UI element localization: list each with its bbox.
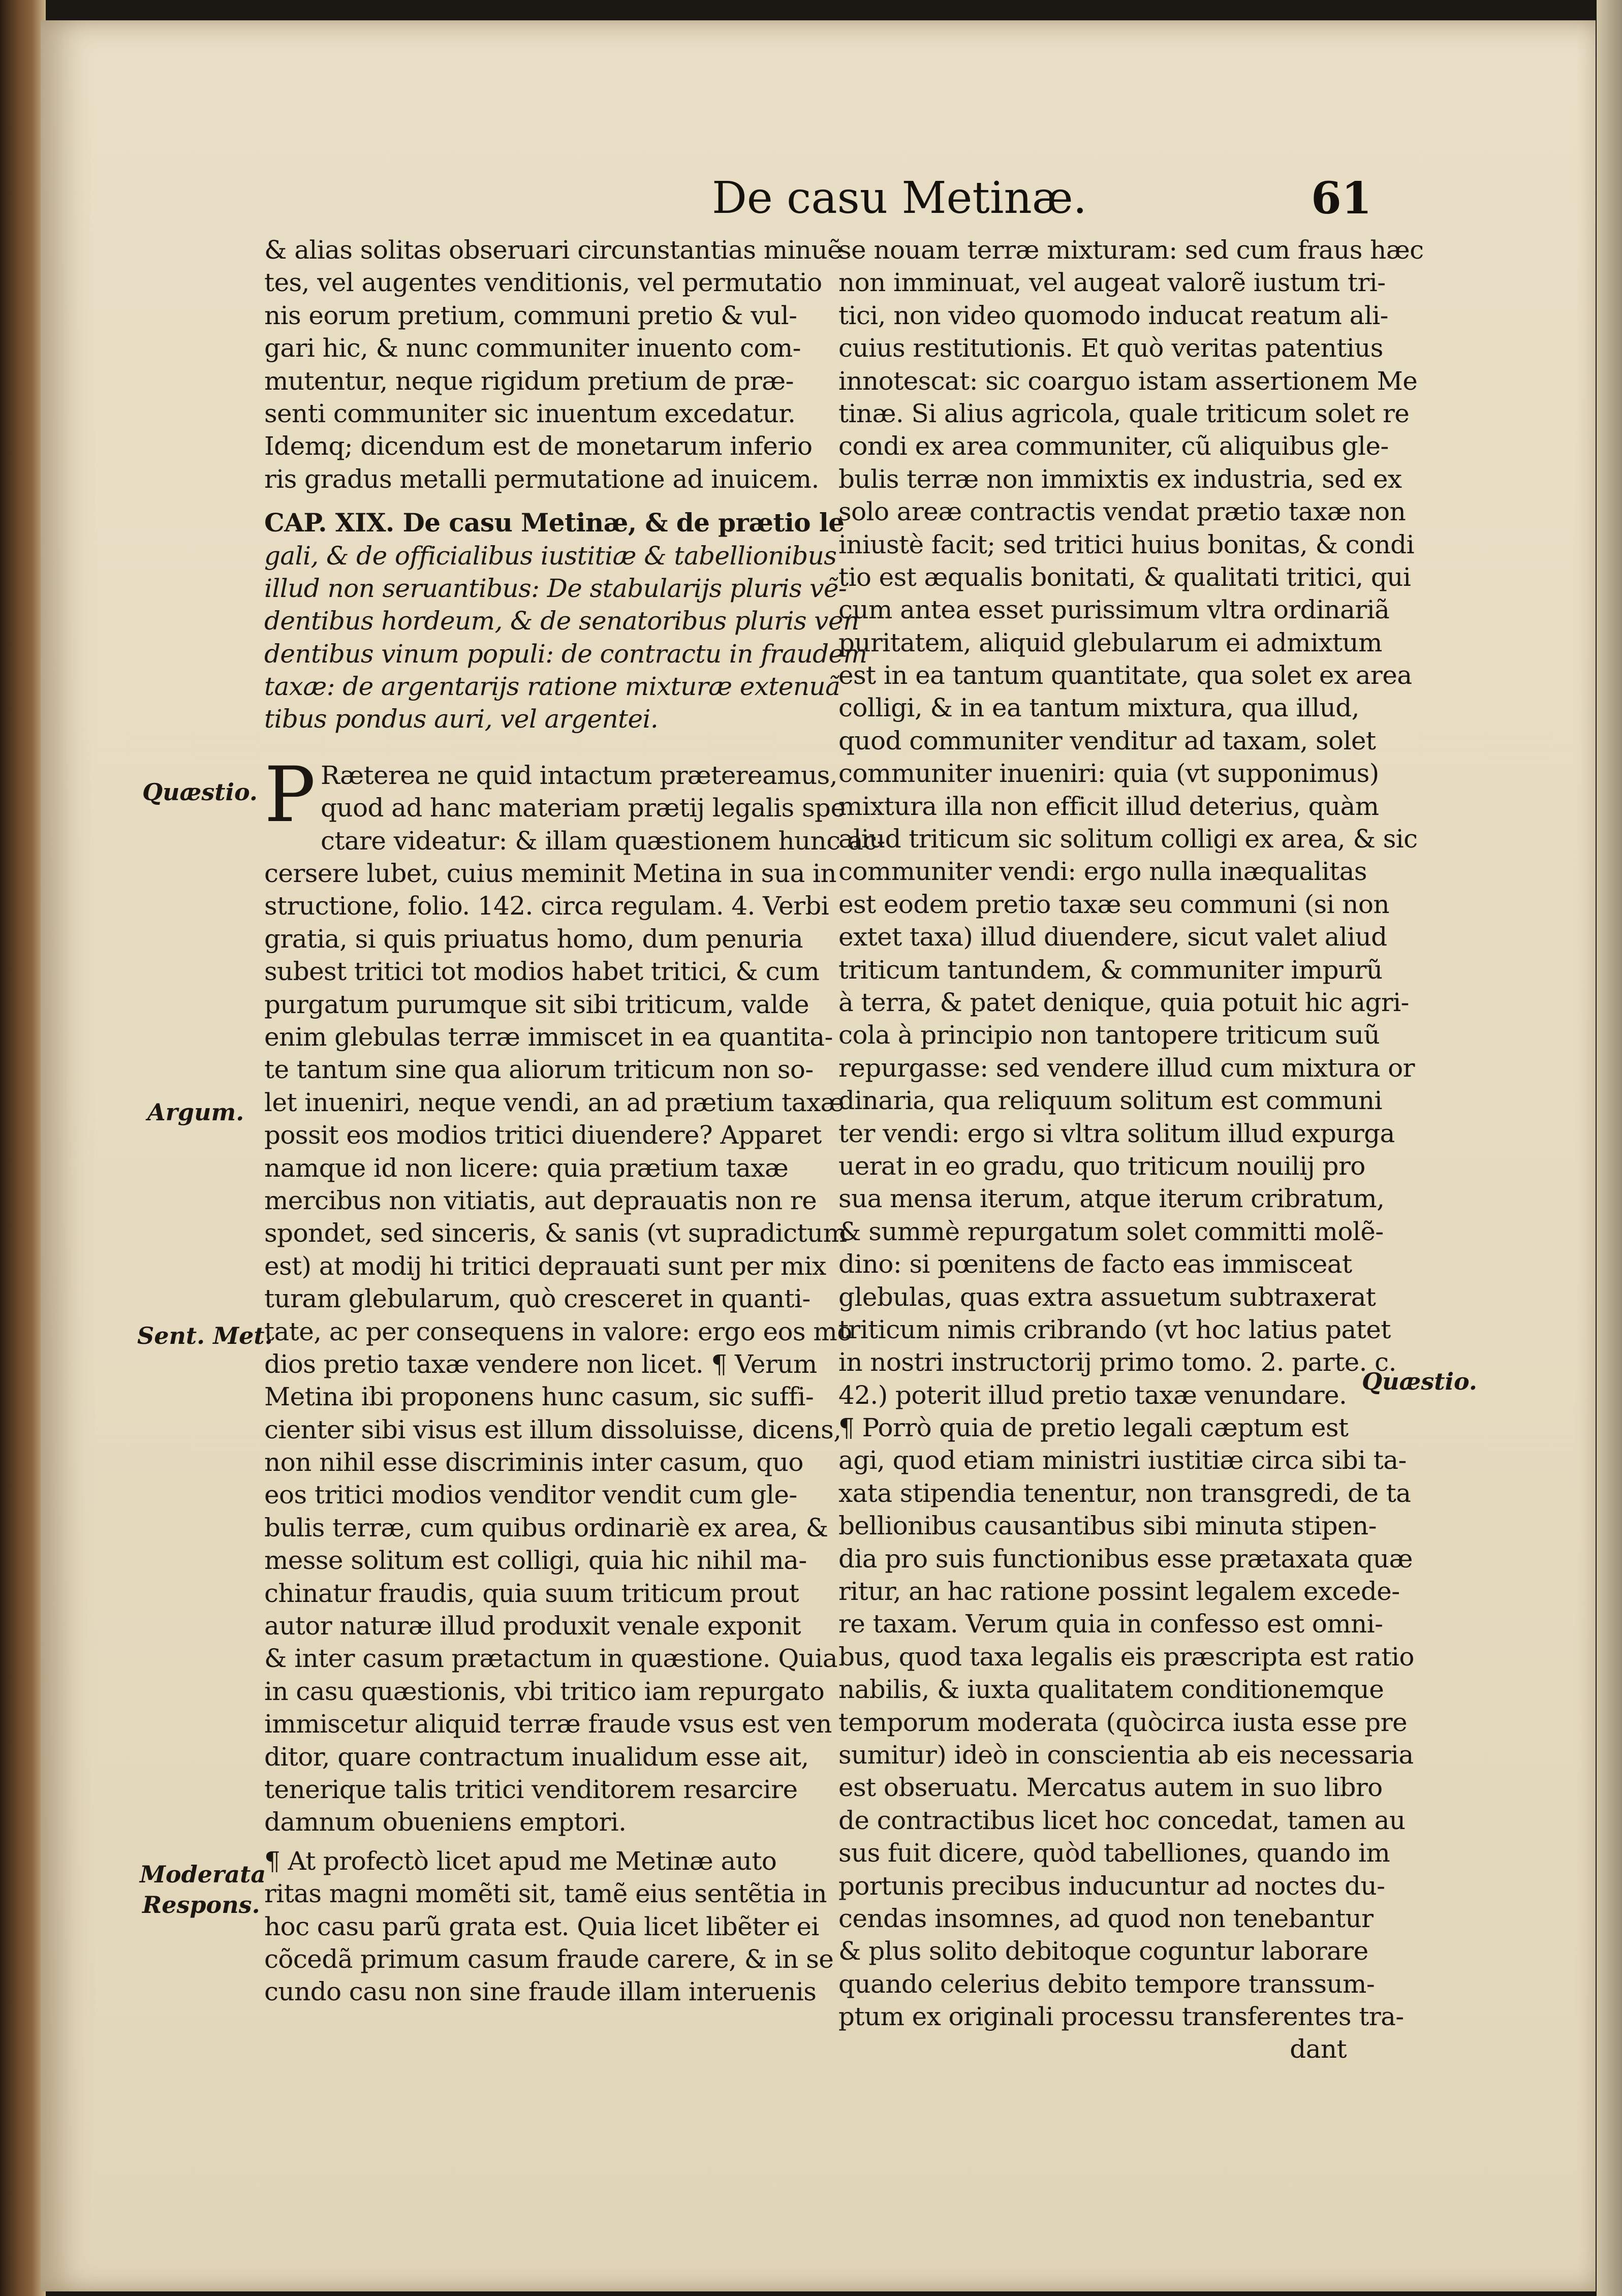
- text-line: portunis precibus inducuntur ad noctes du-: [838, 1871, 1385, 1901]
- text-line: dia pro suis functionibus esse prætaxata quæ: [838, 1544, 1413, 1574]
- text-line: iniustè facit; sed tritici huius bonitas, & condi: [838, 529, 1414, 559]
- book-spine: [0, 0, 46, 2296]
- text-line: solo areæ contractis vendat prætio taxæ non: [838, 497, 1406, 527]
- text-line: ter vendi: ergo si vltra solitum illud expurga: [838, 1118, 1395, 1148]
- chapter-heading: [264, 507, 867, 736]
- text-line: ris gradus metalli permutatione ad inuicem.: [264, 464, 819, 494]
- text-line: subest tritici tot modios habet tritici, & cum: [264, 957, 820, 987]
- text-line: & plus solito debitoque coguntur laborare: [838, 1936, 1368, 1966]
- chapter-line: illud non seruantibus: De stabularijs pluris vẽ-: [264, 573, 847, 603]
- text-line: sus fuit dicere, quòd tabelliones, quando im: [838, 1838, 1390, 1868]
- drop-cap: P: [264, 750, 316, 839]
- text-line: gari hic, & nunc communiter inuento com-: [264, 333, 801, 363]
- text-line: quando celerius debito tempore transsum-: [838, 1969, 1375, 1999]
- text-line: tenerique talis tritici venditorem resarcire: [264, 1774, 798, 1804]
- text-line: bellionibus causantibus sibi minuta stipen-: [838, 1511, 1377, 1541]
- text-line: & alias solitas obseruari circunstantias minuẽ: [264, 235, 843, 265]
- chapter-line: taxæ: de argentarijs ratione mixturæ extenuã: [264, 672, 840, 702]
- page-number: 61: [1311, 173, 1372, 224]
- margin-note-quaestio-right: Quæstio.: [1362, 1368, 1477, 1395]
- text-line: cuius restitutionis. Et quò veritas patentius: [838, 333, 1383, 363]
- margin-note-sent-met: Sent. Met.: [137, 1322, 273, 1349]
- book-page: [41, 20, 1596, 2291]
- page-edge: [1597, 0, 1622, 2296]
- text-line: est obseruatu. Mercatus autem in suo libro: [838, 1773, 1383, 1803]
- text-line: puritatem, aliquid glebularum ei admixtum: [838, 627, 1382, 657]
- text-line: autor naturæ illud produxit venale exponit: [264, 1611, 801, 1641]
- text-line: 42.) poterit illud pretio taxæ venundare.: [838, 1380, 1347, 1410]
- text-line: agi, quod etiam ministri iustitiæ circa sibi ta-: [838, 1445, 1407, 1475]
- text-line: purgatum purumque sit sibi triticum, valde: [264, 989, 809, 1019]
- text-line: est) at modij hi tritici deprauati sunt per mix: [264, 1251, 826, 1281]
- text-line: dant: [1290, 2034, 1347, 2064]
- text-line: structione, folio. 142. circa regulam. 4. Verbi: [264, 891, 829, 921]
- text-line: ditor, quare contractum inualidum esse ait,: [264, 1742, 809, 1772]
- text-line: communiter inueniri: quia (vt supponimus): [838, 759, 1379, 789]
- text-line: ptum ex originali processu transferentes tra-: [838, 2002, 1404, 2032]
- text-line: innotescat: sic coarguo istam assertionem Me: [838, 366, 1418, 396]
- text-line: sumitur) ideò in conscientia ab eis necessaria: [838, 1740, 1414, 1770]
- text-line: eos tritici modios venditor vendit cum gle-: [264, 1480, 797, 1510]
- text-line: let inueniri, neque vendi, an ad prætium taxæ: [264, 1087, 844, 1117]
- text-line: extet taxa) illud diuendere, sicut valet aliud: [838, 922, 1387, 952]
- paragraph-main: [264, 750, 885, 1839]
- paragraph-closing: [264, 1845, 834, 2008]
- text-line: est in ea tantum quantitate, qua solet ex area: [838, 661, 1412, 690]
- text-line: Metina ibi proponens hunc casum, sic suffi-: [264, 1382, 814, 1412]
- chapter-line: dentibus vinum populi: de contractu in fraudem: [264, 639, 867, 669]
- text-line: de contractibus licet hoc concedat, tamen au: [838, 1805, 1406, 1835]
- text-line: non imminuat, vel augeat valorẽ iustum tri-: [838, 268, 1386, 298]
- text-line: tinæ. Si alius agricola, quale triticum solet re: [838, 398, 1410, 428]
- text-line: chinatur fraudis, quia suum triticum prout: [264, 1578, 799, 1608]
- text-line: non nihil esse discriminis inter casum, quo: [264, 1448, 803, 1477]
- text-line: in nostri instructorij primo tomo. 2. parte. c.: [838, 1347, 1396, 1377]
- chapter-line: gali, & de officialibus iustitiæ & tabellionibus: [264, 541, 837, 571]
- text-line: est eodem pretio taxæ seu communi (si non: [838, 889, 1389, 919]
- text-line: ¶ At profectò licet apud me Metinæ auto: [264, 1846, 777, 1876]
- text-line: cõcedã primum casum fraude carere, & in se: [264, 1944, 834, 1974]
- text-line: damnum obueniens emptori.: [264, 1807, 627, 1837]
- margin-note-respons: Respons.: [142, 1891, 260, 1918]
- text-line: tate, ac per consequens in valore: ergo eos mo: [264, 1316, 852, 1346]
- text-line: tes, vel augentes venditionis, vel permutatio: [264, 268, 822, 298]
- text-line: quod communiter venditur ad taxam, solet: [838, 726, 1376, 756]
- text-line: ¶ Porrò quia de pretio legali cæptum est: [838, 1413, 1349, 1443]
- text-line: bulis terræ non immixtis ex industria, sed ex: [838, 464, 1402, 494]
- text-line: immiscetur aliquid terræ fraude vsus est ven: [264, 1709, 832, 1739]
- text-line: triticum nimis cribrando (vt hoc latius patet: [838, 1314, 1391, 1344]
- text-line: & inter casum prætactum in quæstione. Quia: [264, 1644, 837, 1674]
- margin-note-moderata: Moderata: [140, 1861, 266, 1888]
- text-line: cola à principio non tantopere triticum suũ: [838, 1020, 1380, 1050]
- text-line: nis eorum pretium, communi pretio & vul-: [264, 300, 797, 330]
- text-line: à terra, & patet denique, quia potuit hic agri-: [838, 987, 1409, 1017]
- text-line: cum antea esset purissimum vltra ordinariã: [838, 595, 1390, 625]
- margin-note-argum: Argum.: [147, 1098, 244, 1126]
- text-line: nabilis, & iuxta qualitatem conditionemque: [838, 1675, 1384, 1705]
- text-line: messe solitum est colligi, quia hic nihil ma-: [264, 1546, 807, 1576]
- text-line: tici, non video quomodo inducat reatum ali-: [838, 300, 1388, 330]
- chapter-line: dentibus hordeum, & de senatoribus pluris ven: [264, 606, 859, 636]
- text-line: enim glebulas terræ immiscet in ea quantita-: [264, 1022, 833, 1052]
- left-column: [264, 234, 885, 2008]
- text-line: possit eos modios tritici diuendere? Apparet: [264, 1120, 822, 1150]
- margin-note-quaestio: Quæstio.: [142, 778, 258, 806]
- text-line: temporum moderata (quòcirca iusta esse pre: [838, 1707, 1407, 1737]
- running-head: De casu Metinæ.: [711, 173, 1087, 224]
- text-line: ritas magni momẽti sit, tamẽ eius sentẽtia in: [264, 1879, 827, 1909]
- chapter-line: tibus pondus auri, vel argentei.: [264, 704, 659, 734]
- text-line: ctare videatur: & illam quæstionem hunc ac-: [320, 826, 885, 856]
- text-line: Ræterea ne quid intactum prætereamus,: [320, 760, 837, 790]
- text-line: hoc casu parũ grata est. Quia licet libẽter ei: [264, 1911, 819, 1941]
- text-line: xata stipendia tenentur, non transgredi, de ta: [838, 1478, 1411, 1508]
- text-line: re taxam. Verum quia in confesso est omni-: [838, 1609, 1383, 1639]
- text-line: mercibus non vitiatis, aut deprauatis non re: [264, 1185, 817, 1215]
- text-line: triticum tantundem, & communiter impurũ: [838, 955, 1383, 985]
- text-line: mixtura illa non efficit illud deterius, quàm: [838, 791, 1379, 821]
- text-line: tio est æqualis bonitati, & qualitati tritici, qui: [838, 562, 1411, 592]
- text-line: repurgasse: sed vendere illud cum mixtura or: [838, 1053, 1415, 1083]
- text-line: gratia, si quis priuatus homo, dum penuria: [264, 924, 803, 954]
- text-line: dino: si pœnitens de facto eas immisceat: [838, 1249, 1352, 1279]
- text-line: condi ex area communiter, cũ aliquibus gle-: [838, 431, 1389, 461]
- text-line: senti communiter sic inuentum excedatur.: [264, 398, 796, 428]
- text-line: quod ad hanc materiam prætij legalis spe: [320, 793, 846, 823]
- text-line: bus, quod taxa legalis eis præscripta est ratio: [838, 1642, 1414, 1672]
- text-line: in casu quæstionis, vbi tritico iam repurgato: [264, 1676, 825, 1706]
- text-line: te tantum sine qua aliorum triticum non so-: [264, 1055, 814, 1085]
- text-line: ritur, an hac ratione possint legalem excede-: [838, 1577, 1400, 1607]
- text-line: cendas insomnes, ad quod non tenebantur: [838, 1903, 1374, 1933]
- text-line: Idemq; dicendum est de monetarum inferio: [264, 431, 813, 461]
- text-line: cersere lubet, cuius meminit Metina in sua in: [264, 859, 836, 889]
- text-line: sua mensa iterum, atque iterum cribratum,: [838, 1184, 1385, 1214]
- chapter-line: CAP. XIX. De casu Metinæ, & de prætio le: [264, 508, 845, 538]
- show-through-text: [1392, 325, 1399, 352]
- text-line: cundo casu non sine fraude illam interuenis: [264, 1977, 817, 2007]
- text-line: namque id non licere: quia prætium taxæ: [264, 1153, 789, 1183]
- text-line: communiter vendi: ergo nulla inæqualitas: [838, 857, 1367, 887]
- text-line: uerat in eo gradu, quo triticum nouilij pro: [838, 1151, 1365, 1181]
- text-line: turam glebularum, quò cresceret in quanti-: [264, 1284, 810, 1314]
- text-line: se nouam terræ mixturam: sed cum fraus hæc: [838, 235, 1424, 265]
- text-line: spondet, sed sinceris, & sanis (vt supradictum: [264, 1218, 847, 1248]
- text-line: & summè repurgatum solet committi molẽ-: [838, 1216, 1384, 1246]
- text-line: dinaria, qua reliquum solitum est communi: [838, 1086, 1382, 1116]
- text-line: aliud triticum sic solitum colligi ex area, & sic: [838, 824, 1418, 854]
- text-line: colligi, & in ea tantum mixtura, qua illud,: [838, 693, 1359, 723]
- text-line: bulis terræ, cum quibus ordinariè ex area, &: [264, 1513, 828, 1543]
- paragraph-opening: [264, 234, 843, 495]
- text-line: mutentur, neque rigidum pretium de præ-: [264, 366, 794, 396]
- text-line: dios pretio taxæ vendere non licet. ¶ Verum: [264, 1349, 817, 1379]
- text-line: glebulas, quas extra assuetum subtraxerat: [838, 1282, 1376, 1312]
- text-line: cienter sibi visus est illum dissoluisse, dicens,: [264, 1414, 841, 1444]
